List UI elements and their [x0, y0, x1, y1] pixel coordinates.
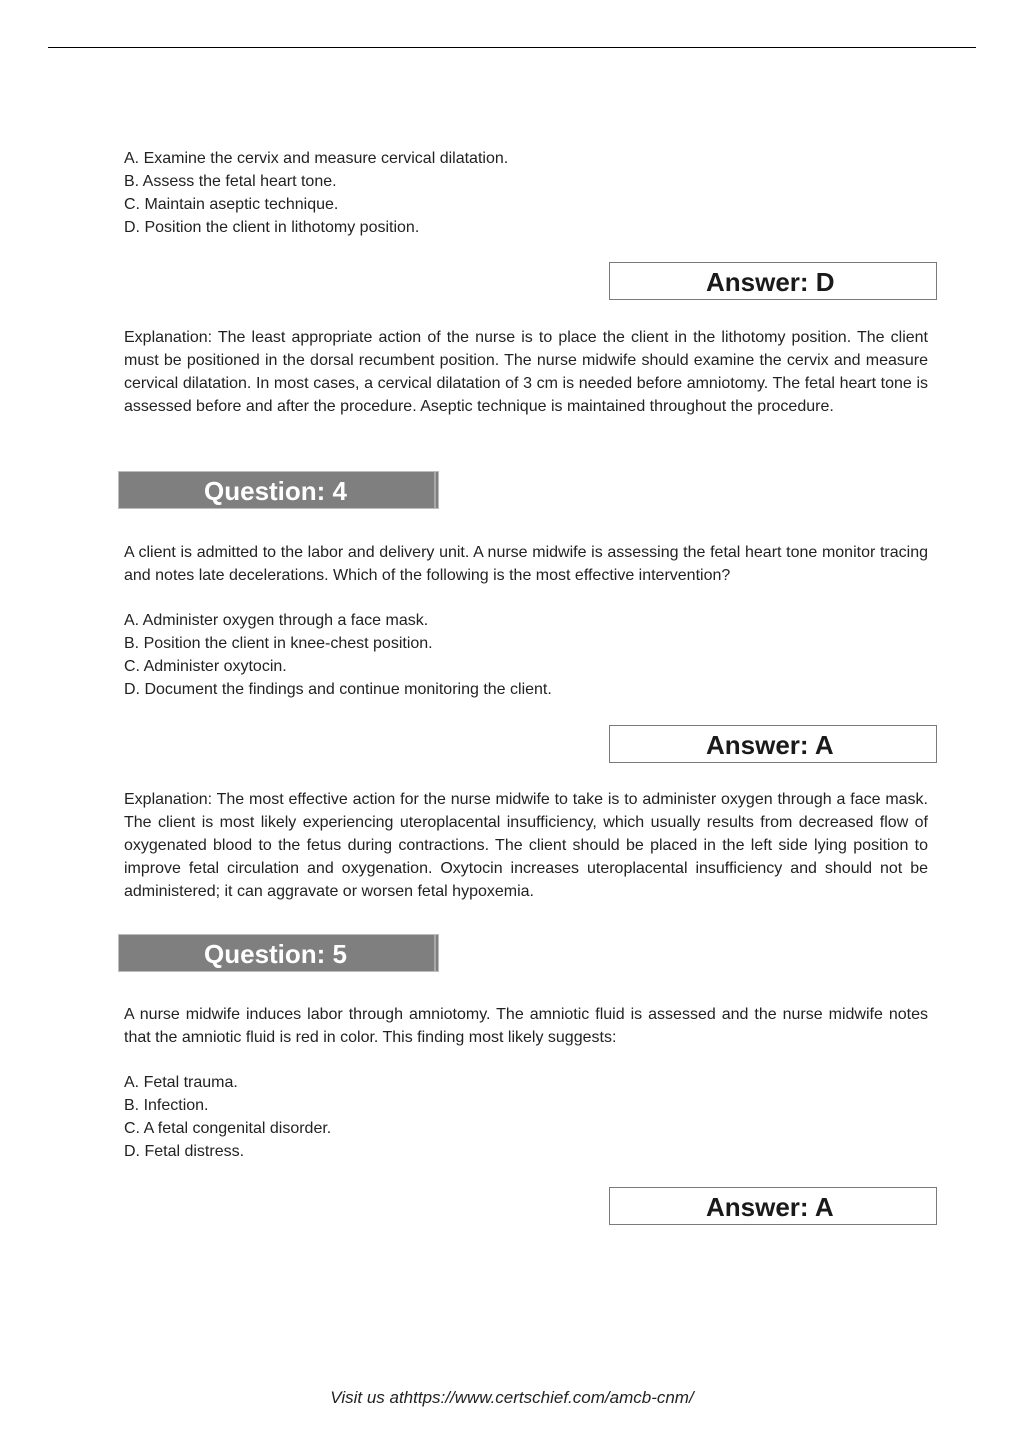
- q5-heading-bar: [118, 934, 439, 972]
- q3-option-b: B. Assess the fetal heart tone.: [124, 173, 337, 190]
- q5-answer: Answer: A: [706, 1192, 834, 1222]
- q5-option-b: B. Infection.: [124, 1097, 209, 1114]
- q3-answer: Answer: D: [706, 267, 835, 297]
- q3-option-c: C. Maintain aseptic technique.: [124, 196, 339, 213]
- q5-options: [124, 1071, 928, 1163]
- q3-explanation: Explanation: The least appropriate action of the nurse is to place the client in the lithotomy position. The client must be positioned in the dorsal recumbent position. The nurse midwife should examine the cervix and measure cervical dilatation. In most cases, a cervical dilatation of 3 cm is needed before amniotomy. The fetal heart tone is assessed before and after the procedure. Aseptic technique is maintained throughout the procedure.: [124, 329, 928, 415]
- q5-option-c: C. A fetal congenital disorder.: [124, 1120, 332, 1137]
- q4-stem: A client is admitted to the labor and delivery unit. A nurse midwife is assessing the fetal heart tone monitor tracing and notes late decelerations. Which of the following is the most effective intervention?: [124, 544, 928, 584]
- q3-option-a: A. Examine the cervix and measure cervical dilatation.: [124, 150, 509, 167]
- q4-option-d: D. Document the findings and continue monitoring the client.: [124, 681, 552, 698]
- q4-heading-bar: [118, 471, 439, 509]
- footer-link[interactable]: Visit us athttps://www.certschief.com/amcb-cnm/: [330, 1388, 694, 1407]
- q5-option-a: A. Fetal trauma.: [124, 1074, 238, 1091]
- q4-answer-box: [609, 725, 937, 763]
- q5-heading: Question: 5: [204, 939, 348, 969]
- q4-option-a: A. Administer oxygen through a face mask.: [124, 612, 429, 629]
- q4-explanation: Explanation: The most effective action for the nurse midwife to take is to administer oxygen through a face mask. The client is most likely experiencing uteroplacental insufficiency, which usually results from decreased flow of oxygenated blood to the fetus during contractions. The client should be placed in the left side lying position to improve fetal circulation and oxygenation. Oxytocin increases uteroplacental insufficiency and should not be administered; it can aggravate or worsen fetal hypoxemia.: [124, 791, 928, 900]
- q3-answer-box: [609, 262, 937, 300]
- q4-answer: Answer: A: [706, 730, 834, 760]
- q4-options: [124, 609, 928, 701]
- q4-option-b: B. Position the client in knee-chest position.: [124, 635, 433, 652]
- q3-options: [124, 147, 928, 239]
- header-rule: [48, 47, 976, 48]
- q5-option-d: D. Fetal distress.: [124, 1143, 245, 1160]
- q5-answer-box: [609, 1187, 937, 1225]
- q3-option-d: D. Position the client in lithotomy position.: [124, 219, 420, 236]
- q5-stem: A nurse midwife induces labor through amniotomy. The amniotic fluid is assessed and the nurse midwife notes that the amniotic fluid is red in color. This finding most likely suggests:: [124, 1006, 928, 1046]
- q4-option-c: C. Administer oxytocin.: [124, 658, 287, 675]
- q4-heading: Question: 4: [204, 476, 348, 506]
